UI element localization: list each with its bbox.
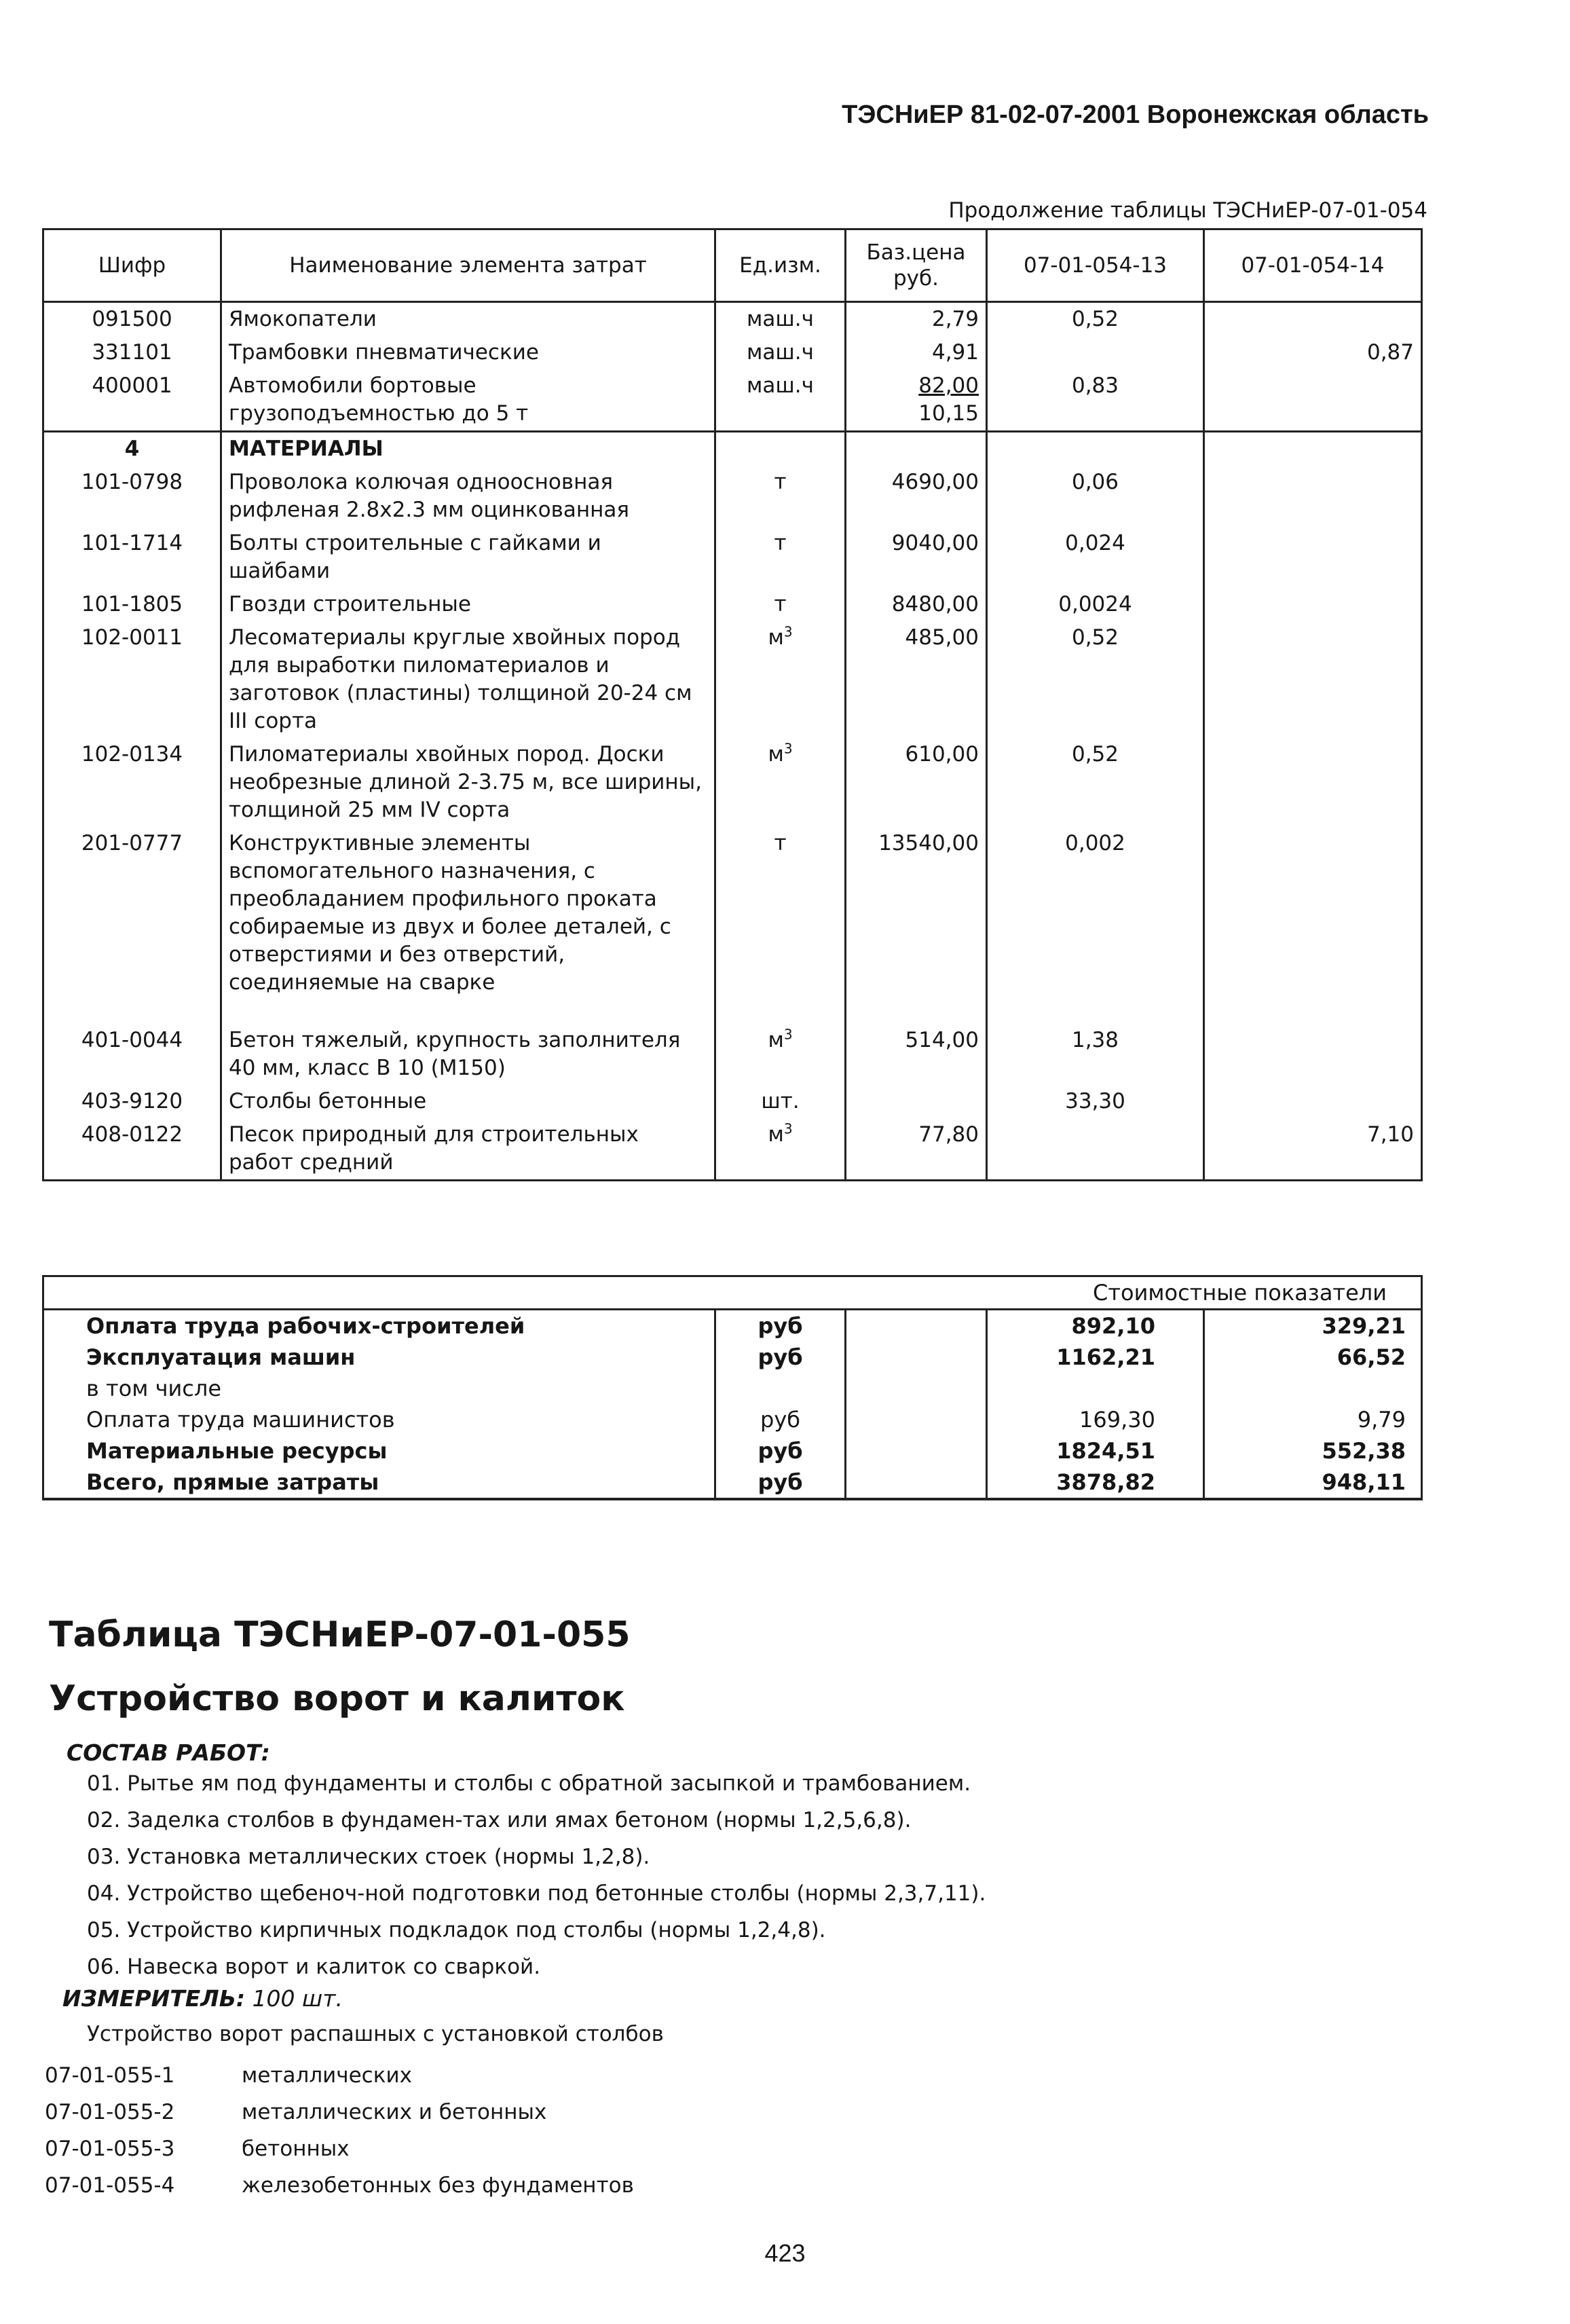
- resources-table-body: [43, 302, 1422, 1181]
- cost-value-054-13: 892,10: [987, 1310, 1204, 1342]
- cost-unit: [715, 1373, 846, 1404]
- resource-name: Песок природный для строительных работ средний: [221, 1118, 715, 1181]
- resource-code: 403-9120: [43, 1085, 221, 1118]
- empty-cell: [846, 1467, 987, 1499]
- resource-unit: [715, 302, 846, 337]
- cost-value-054-13: 3878,82: [987, 1467, 1204, 1499]
- running-header: ТЭСНиЕР 81-02-07-2001 Воронежская область: [842, 100, 1429, 129]
- resource-price: [846, 738, 987, 827]
- resource-name: Трамбовки пневматические: [221, 336, 715, 369]
- work-item: 04. Устройство щебеноч-ной подготовки под бетонные столбы (нормы 2,3,7,11).: [87, 1881, 986, 1906]
- column-header: 07-01-054-14: [1204, 229, 1422, 302]
- unit-text: шт.: [761, 1089, 800, 1113]
- norm-code: 07-01-055-3: [45, 2137, 175, 2161]
- table-row: [43, 827, 1422, 1024]
- cost-value-054-14: 66,52: [1204, 1342, 1422, 1373]
- work-item: 06. Навеска ворот и калиток со сваркой.: [87, 1955, 541, 1979]
- cost-row: [43, 1342, 1422, 1373]
- resource-price: [846, 336, 987, 369]
- price-value: 514,00: [905, 1028, 979, 1052]
- quantity-054-13: 0,024: [987, 527, 1204, 588]
- table-header-row: [43, 229, 1422, 302]
- quantity-054-14: [1204, 827, 1422, 1024]
- unit-text: маш.ч: [747, 373, 814, 398]
- cost-label: Оплата труда машинистов: [43, 1404, 715, 1435]
- cost-row: [43, 1373, 1422, 1404]
- cost-label: Всего, прямые затраты: [43, 1467, 715, 1499]
- cost-row: [43, 1467, 1422, 1499]
- cost-value-054-14: 9,79: [1204, 1404, 1422, 1435]
- resource-name: Лесоматериалы круглые хвойных пород для выработки пиломатериалов и заготовок (пластины) толщиной 20-24 см III сорта: [221, 621, 715, 738]
- price-value: 9040,00: [891, 531, 979, 555]
- section-row: [43, 432, 1422, 466]
- empty-cell: [846, 1310, 987, 1342]
- price-value: 610,00: [905, 742, 979, 767]
- norm-item: [45, 2131, 634, 2167]
- resource-unit: [715, 336, 846, 369]
- table-row: [43, 1024, 1422, 1085]
- resource-unit: [715, 588, 846, 621]
- quantity-054-14: [1204, 621, 1422, 738]
- resource-unit: [715, 738, 846, 827]
- table-continuation-caption: Продолжение таблицы ТЭСНиЕР-07-01-054: [948, 198, 1427, 223]
- price-value: 2,79: [931, 307, 979, 331]
- table-row: [43, 738, 1422, 827]
- resource-name: Конструктивные элементы вспомогательного назначения, с преобладанием профильного проката собираемые из двух и более деталей, с отверстиями и без отверстий, соединяемые на сварке: [221, 827, 715, 1024]
- works-list: [87, 1765, 986, 1985]
- resource-code: 102-0134: [43, 738, 221, 827]
- quantity-054-14: 7,10: [1204, 1118, 1422, 1181]
- resource-unit: [715, 466, 846, 527]
- cost-unit: руб: [715, 1404, 846, 1435]
- unit-superscript: 3: [783, 1120, 793, 1137]
- norm-text: железобетонных без фундаментов: [242, 2173, 634, 2198]
- cost-unit: руб: [715, 1342, 846, 1373]
- resource-name: Бетон тяжелый, крупность заполнителя 40 мм, класс В 10 (М150): [221, 1024, 715, 1085]
- resource-price: [846, 1118, 987, 1181]
- resource-unit: [715, 1024, 846, 1085]
- resource-name: Пиломатериалы хвойных пород. Доски необрезные длиной 2-3.75 м, все ширины, толщиной 25 мм IV сорта: [221, 738, 715, 827]
- cost-value-054-14: [1204, 1373, 1422, 1404]
- empty-cell: [715, 432, 846, 466]
- work-item: 03. Установка металлических стоек (нормы 1,2,8).: [87, 1845, 650, 1869]
- work-item: 05. Устройство кирпичных подкладок под столбы (нормы 1,2,4,8).: [87, 1918, 826, 1942]
- section-code: 4: [43, 432, 221, 466]
- cost-value-054-13: 169,30: [987, 1404, 1204, 1435]
- table-row: [43, 302, 1422, 337]
- unit-text: м: [768, 1028, 784, 1052]
- unit-text: т: [774, 470, 787, 494]
- unit-text: м: [768, 1122, 784, 1147]
- resource-price: [846, 588, 987, 621]
- cost-value-054-14: 948,11: [1204, 1467, 1422, 1499]
- resource-code: 101-1805: [43, 588, 221, 621]
- resource-code: 101-0798: [43, 466, 221, 527]
- quantity-054-14: [1204, 1024, 1422, 1085]
- table-row: [43, 588, 1422, 621]
- resource-name: Проволока колючая одноосновная рифленая 2.8x2.3 мм оцинкованная: [221, 466, 715, 527]
- quantity-054-14: [1204, 302, 1422, 337]
- empty-cell: [1204, 432, 1422, 466]
- resource-unit: [715, 1085, 846, 1118]
- price-value: 4,91: [931, 340, 979, 365]
- cost-row: [43, 1310, 1422, 1342]
- resource-price: [846, 369, 987, 432]
- resource-code: 091500: [43, 302, 221, 337]
- unit-text: маш.ч: [747, 340, 814, 365]
- empty-cell: [846, 1342, 987, 1373]
- quantity-054-13: [987, 336, 1204, 369]
- norm-item: [45, 2167, 634, 2204]
- empty-cell: [846, 1404, 987, 1435]
- resource-name: Ямокопатели: [221, 302, 715, 337]
- norm-text: бетонных: [242, 2137, 350, 2161]
- unit-superscript: 3: [783, 1026, 793, 1043]
- quantity-054-13: 1,38: [987, 1024, 1204, 1085]
- quantity-054-14: [1204, 369, 1422, 432]
- norm-code: 07-01-055-4: [45, 2173, 175, 2198]
- norm-item: [45, 2057, 634, 2094]
- unit-superscript: 3: [783, 740, 793, 757]
- quantity-054-13: 0,83: [987, 369, 1204, 432]
- norm-text: металлических и бетонных: [242, 2100, 547, 2124]
- section-name: МАТЕРИАЛЫ: [221, 432, 715, 466]
- resource-code: 331101: [43, 336, 221, 369]
- cost-unit: руб: [715, 1310, 846, 1342]
- resource-unit: [715, 369, 846, 432]
- table-row: [43, 527, 1422, 588]
- quantity-054-13: 0,0024: [987, 588, 1204, 621]
- empty-cell: [987, 432, 1204, 466]
- cost-label: Эксплуатация машин: [43, 1342, 715, 1373]
- quantity-054-14: [1204, 588, 1422, 621]
- table-row: [43, 466, 1422, 527]
- resource-name: Гвозди строительные: [221, 588, 715, 621]
- empty-cell: [846, 1373, 987, 1404]
- resource-price: [846, 466, 987, 527]
- resource-unit: [715, 1118, 846, 1181]
- resource-name: Столбы бетонные: [221, 1085, 715, 1118]
- resource-price: [846, 621, 987, 738]
- meter-value: 100 шт.: [252, 1985, 343, 2012]
- resource-unit: [715, 621, 846, 738]
- quantity-054-13: 0,52: [987, 302, 1204, 337]
- quantity-054-13: 33,30: [987, 1085, 1204, 1118]
- price-value: 8480,00: [891, 592, 979, 616]
- table-row: [43, 336, 1422, 369]
- quantity-054-14: [1204, 1085, 1422, 1118]
- resource-price: [846, 1024, 987, 1085]
- cost-row: [43, 1404, 1422, 1435]
- resource-price: [846, 527, 987, 588]
- quantity-054-14: [1204, 738, 1422, 827]
- norms-list: [45, 2057, 634, 2204]
- price-value: 13540,00: [878, 831, 979, 855]
- section-subtitle: Устройство ворот и калиток: [49, 1678, 625, 1719]
- norm-code: 07-01-055-1: [45, 2063, 175, 2088]
- resource-price: [846, 302, 987, 337]
- norm-text: металлических: [242, 2063, 412, 2088]
- cost-unit: руб: [715, 1467, 846, 1499]
- quantity-054-14: [1204, 527, 1422, 588]
- price-value: 77,80: [918, 1122, 979, 1147]
- resource-unit: [715, 527, 846, 588]
- resource-name: Болты строительные с гайками и шайбами: [221, 527, 715, 588]
- meter-line: [62, 1985, 343, 2012]
- unit-text: т: [774, 531, 787, 555]
- table-row: [43, 1085, 1422, 1118]
- table-row: [43, 621, 1422, 738]
- resource-code: 400001: [43, 369, 221, 432]
- resource-code: 102-0011: [43, 621, 221, 738]
- resource-code: 101-1714: [43, 527, 221, 588]
- cost-label: в том числе: [43, 1373, 715, 1404]
- unit-text: т: [774, 592, 787, 616]
- quantity-054-13: 0,52: [987, 621, 1204, 738]
- table-row: [43, 1118, 1422, 1181]
- cost-indicators-table: [42, 1275, 1423, 1500]
- quantity-054-13: [987, 1118, 1204, 1181]
- column-header: Баз.цена руб.: [846, 229, 987, 302]
- resource-price: [846, 827, 987, 1024]
- resource-code: 201-0777: [43, 827, 221, 1024]
- table-row: [43, 369, 1422, 432]
- resource-name: Автомобили бортовые грузоподъемностью до 5 т: [221, 369, 715, 432]
- cost-value-054-13: 1824,51: [987, 1435, 1204, 1467]
- norm-item: [45, 2094, 634, 2131]
- norms-intro: Устройство ворот распашных с установкой столбов: [87, 2022, 664, 2046]
- quantity-054-14: 0,87: [1204, 336, 1422, 369]
- cost-value-054-13: 1162,21: [987, 1342, 1204, 1373]
- cost-value-054-14: 552,38: [1204, 1435, 1422, 1467]
- cost-value-054-13: [987, 1373, 1204, 1404]
- unit-text: маш.ч: [747, 307, 814, 331]
- unit-text: т: [774, 831, 787, 855]
- unit-text: м: [768, 625, 784, 650]
- price-value: 485,00: [905, 625, 979, 650]
- unit-superscript: 3: [783, 623, 793, 640]
- quantity-054-13: 0,52: [987, 738, 1204, 827]
- empty-cell: [846, 432, 987, 466]
- column-header: 07-01-054-13: [987, 229, 1204, 302]
- column-header: Шифр: [43, 229, 221, 302]
- empty-cell: [846, 1435, 987, 1467]
- page-number: 423: [764, 2239, 806, 2267]
- column-header: Наименование элемента затрат: [221, 229, 715, 302]
- quantity-054-13: 0,06: [987, 466, 1204, 527]
- resource-code: 401-0044: [43, 1024, 221, 1085]
- unit-text: м: [768, 742, 784, 767]
- meter-label: ИЗМЕРИТЕЛЬ:: [62, 1985, 246, 2012]
- section-table-title: Таблица ТЭСНиЕР-07-01-055: [49, 1615, 631, 1655]
- price-value: 4690,00: [891, 470, 979, 494]
- cost-unit: руб: [715, 1435, 846, 1467]
- resource-code: 408-0122: [43, 1118, 221, 1181]
- price-value-secondary: 10,15: [918, 401, 979, 426]
- resource-price: [846, 1085, 987, 1118]
- column-header: Ед.изм.: [715, 229, 846, 302]
- work-item: 01. Рытье ям под фундаменты и столбы с обратной засыпкой и трамбованием.: [87, 1771, 971, 1796]
- quantity-054-13: 0,002: [987, 827, 1204, 1024]
- work-item: 02. Заделка столбов в фундамен-тах или ямах бетоном (нормы 1,2,5,6,8).: [87, 1808, 912, 1832]
- cost-label: Материальные ресурсы: [43, 1435, 715, 1467]
- quantity-054-14: [1204, 466, 1422, 527]
- cost-row: [43, 1435, 1422, 1467]
- cost-caption: Стоимостные показатели: [43, 1276, 1422, 1310]
- price-value: 82,00: [918, 373, 979, 398]
- cost-caption-row: [43, 1276, 1422, 1310]
- resource-unit: [715, 827, 846, 1024]
- resources-table: [42, 228, 1423, 1181]
- norm-code: 07-01-055-2: [45, 2100, 175, 2124]
- cost-value-054-14: 329,21: [1204, 1310, 1422, 1342]
- works-label: СОСТАВ РАБОТ:: [67, 1739, 270, 1766]
- cost-label: Оплата труда рабочих-строителей: [43, 1310, 715, 1342]
